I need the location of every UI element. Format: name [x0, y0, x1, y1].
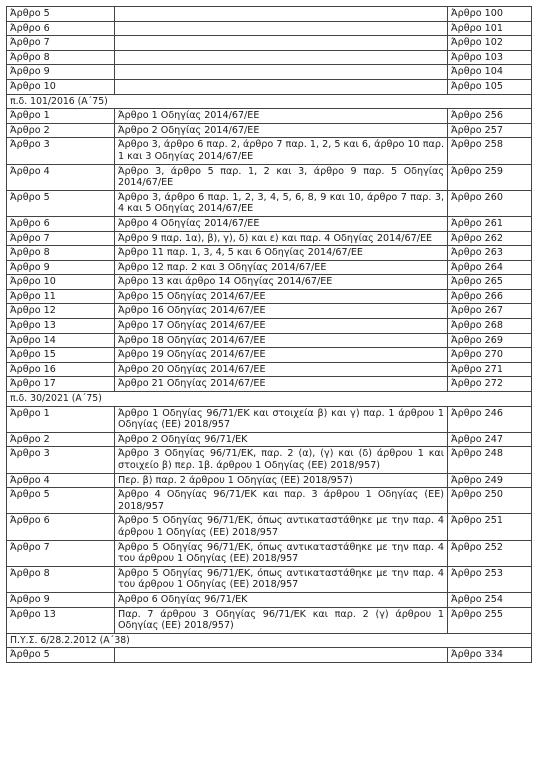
target-article-cell: Άρθρο 254: [448, 592, 532, 607]
target-article-cell: Άρθρο 269: [448, 333, 532, 348]
source-article-cell: Άρθρο 9: [7, 65, 115, 80]
directive-reference-cell: Άρθρο 5 Οδηγίας 96/71/ΕΚ, όπως αντικαταστάθηκε με την παρ. 4 άρθρου 1 Οδηγίας (ΕΕ) 2018/957: [115, 514, 448, 540]
table-row: [7, 36, 532, 51]
directive-reference-cell: [115, 7, 448, 22]
section-title: Π.Υ.Σ. 6/28.2.2012 (Α΄38): [7, 633, 532, 648]
source-article-cell: Άρθρο 13: [7, 607, 115, 633]
source-article-cell: Άρθρο 5: [7, 190, 115, 216]
source-article-cell: Άρθρο 7: [7, 231, 115, 246]
source-article-cell: Άρθρο 3: [7, 138, 115, 164]
directive-reference-cell: Παρ. 7 άρθρου 3 Οδηγίας 96/71/ΕΚ και παρ. 2 (γ) άρθρου 1 Οδηγίας (ΕΕ) 2018/957): [115, 607, 448, 633]
target-article-cell: Άρθρο 259: [448, 164, 532, 190]
target-article-cell: Άρθρο 248: [448, 447, 532, 473]
directive-reference-cell: Άρθρο 11 παρ. 1, 3, 4, 5 και 6 Οδηγίας 2014/67/ΕΕ: [115, 246, 448, 261]
table-row: [7, 246, 532, 261]
source-article-cell: Άρθρο 9: [7, 592, 115, 607]
table-row: [7, 406, 532, 432]
table-row: [7, 473, 532, 488]
table-row: [7, 50, 532, 65]
source-article-cell: Άρθρο 1: [7, 406, 115, 432]
target-article-cell: Άρθρο 104: [448, 65, 532, 80]
directive-reference-cell: Άρθρο 2 Οδηγίας 2014/67/ΕΕ: [115, 123, 448, 138]
correlation-table-page: [6, 6, 531, 663]
source-article-cell: Άρθρο 4: [7, 164, 115, 190]
source-article-cell: Άρθρο 5: [7, 7, 115, 22]
target-article-cell: Άρθρο 255: [448, 607, 532, 633]
table-row: [7, 488, 532, 514]
table-row: [7, 432, 532, 447]
source-article-cell: Άρθρο 16: [7, 362, 115, 377]
table-row: [7, 109, 532, 124]
directive-reference-cell: Άρθρο 3, άρθρο 6 παρ. 2, άρθρο 7 παρ. 1, 2, 5 και 6, άρθρο 10 παρ. 1 και 3 Οδηγίας 2014/67/ΕΕ: [115, 138, 448, 164]
table-row: [7, 7, 532, 22]
directive-reference-cell: Άρθρο 4 Οδηγίας 2014/67/ΕΕ: [115, 216, 448, 231]
source-article-cell: Άρθρο 12: [7, 304, 115, 319]
target-article-cell: Άρθρο 103: [448, 50, 532, 65]
target-article-cell: Άρθρο 258: [448, 138, 532, 164]
table-row: [7, 304, 532, 319]
source-article-cell: Άρθρο 9: [7, 260, 115, 275]
directive-reference-cell: Άρθρο 6 Οδηγίας 96/71/ΕΚ: [115, 592, 448, 607]
directive-reference-cell: [115, 65, 448, 80]
target-article-cell: Άρθρο 264: [448, 260, 532, 275]
target-article-cell: Άρθρο 249: [448, 473, 532, 488]
source-article-cell: Άρθρο 5: [7, 648, 115, 663]
source-article-cell: Άρθρο 13: [7, 319, 115, 334]
target-article-cell: Άρθρο 101: [448, 21, 532, 36]
target-article-cell: Άρθρο 265: [448, 275, 532, 290]
source-article-cell: Άρθρο 6: [7, 21, 115, 36]
table-row: [7, 514, 532, 540]
target-article-cell: Άρθρο 252: [448, 540, 532, 566]
section-header-row: [7, 633, 532, 648]
source-article-cell: Άρθρο 11: [7, 289, 115, 304]
table-row: [7, 540, 532, 566]
target-article-cell: Άρθρο 270: [448, 348, 532, 363]
table-row: [7, 362, 532, 377]
table-row: [7, 123, 532, 138]
source-article-cell: Άρθρο 6: [7, 514, 115, 540]
target-article-cell: Άρθρο 271: [448, 362, 532, 377]
source-article-cell: Άρθρο 8: [7, 566, 115, 592]
source-article-cell: Άρθρο 3: [7, 447, 115, 473]
target-article-cell: Άρθρο 102: [448, 36, 532, 51]
target-article-cell: Άρθρο 263: [448, 246, 532, 261]
table-row: [7, 21, 532, 36]
source-article-cell: Άρθρο 2: [7, 432, 115, 447]
target-article-cell: Άρθρο 260: [448, 190, 532, 216]
source-article-cell: Άρθρο 7: [7, 540, 115, 566]
section-title: π.δ. 101/2016 (Α΄75): [7, 94, 532, 109]
directive-reference-cell: Άρθρο 12 παρ. 2 και 3 Οδηγίας 2014/67/ΕΕ: [115, 260, 448, 275]
directive-reference-cell: Άρθρο 17 Οδηγίας 2014/67/ΕΕ: [115, 319, 448, 334]
source-article-cell: Άρθρο 4: [7, 473, 115, 488]
target-article-cell: Άρθρο 251: [448, 514, 532, 540]
target-article-cell: Άρθρο 247: [448, 432, 532, 447]
directive-reference-cell: Άρθρο 15 Οδηγίας 2014/67/ΕΕ: [115, 289, 448, 304]
directive-reference-cell: Άρθρο 3, άρθρο 5 παρ. 1, 2 και 3, άρθρο 9 παρ. 5 Οδηγίας 2014/67/ΕΕ: [115, 164, 448, 190]
target-article-cell: Άρθρο 268: [448, 319, 532, 334]
target-article-cell: Άρθρο 105: [448, 79, 532, 94]
table-row: [7, 333, 532, 348]
correlation-table-body: [7, 7, 532, 663]
directive-reference-cell: Άρθρο 5 Οδηγίας 96/71/ΕΚ, όπως αντικαταστάθηκε με την παρ. 4 του άρθρου 1 Οδηγίας (ΕΕ) 2018/957: [115, 540, 448, 566]
table-row: [7, 447, 532, 473]
table-row: [7, 65, 532, 80]
source-article-cell: Άρθρο 8: [7, 246, 115, 261]
table-row: [7, 164, 532, 190]
table-row: [7, 138, 532, 164]
source-article-cell: Άρθρο 2: [7, 123, 115, 138]
target-article-cell: Άρθρο 257: [448, 123, 532, 138]
source-article-cell: Άρθρο 5: [7, 488, 115, 514]
target-article-cell: Άρθρο 334: [448, 648, 532, 663]
directive-reference-cell: Άρθρο 5 Οδηγίας 96/71/ΕΚ, όπως αντικαταστάθηκε με την παρ. 4 του άρθρου 1 Οδηγίας (ΕΕ) 2018/957: [115, 566, 448, 592]
directive-reference-cell: Άρθρο 9 παρ. 1α), β), γ), δ) και ε) και παρ. 4 Οδηγίας 2014/67/ΕΕ: [115, 231, 448, 246]
directive-reference-cell: Άρθρο 1 Οδηγίας 96/71/ΕΚ και στοιχεία β) και γ) παρ. 1 άρθρου 1 Οδηγίας (ΕΕ) 2018/957: [115, 406, 448, 432]
target-article-cell: Άρθρο 250: [448, 488, 532, 514]
directive-reference-cell: [115, 21, 448, 36]
source-article-cell: Άρθρο 7: [7, 36, 115, 51]
source-article-cell: Άρθρο 8: [7, 50, 115, 65]
directive-reference-cell: Άρθρο 20 Οδηγίας 2014/67/ΕΕ: [115, 362, 448, 377]
section-header-row: [7, 94, 532, 109]
target-article-cell: Άρθρο 261: [448, 216, 532, 231]
table-row: [7, 216, 532, 231]
table-row: [7, 607, 532, 633]
source-article-cell: Άρθρο 1: [7, 109, 115, 124]
table-row: [7, 319, 532, 334]
target-article-cell: Άρθρο 256: [448, 109, 532, 124]
target-article-cell: Άρθρο 262: [448, 231, 532, 246]
table-row: [7, 648, 532, 663]
target-article-cell: Άρθρο 246: [448, 406, 532, 432]
directive-reference-cell: Άρθρο 2 Οδηγίας 96/71/ΕΚ: [115, 432, 448, 447]
source-article-cell: Άρθρο 6: [7, 216, 115, 231]
source-article-cell: Άρθρο 17: [7, 377, 115, 392]
section-title: π.δ. 30/2021 (Α΄75): [7, 392, 532, 407]
source-article-cell: Άρθρο 10: [7, 275, 115, 290]
target-article-cell: Άρθρο 267: [448, 304, 532, 319]
table-row: [7, 289, 532, 304]
table-row: [7, 231, 532, 246]
table-row: [7, 275, 532, 290]
target-article-cell: Άρθρο 253: [448, 566, 532, 592]
source-article-cell: Άρθρο 14: [7, 333, 115, 348]
directive-reference-cell: Άρθρο 13 και άρθρο 14 Οδηγίας 2014/67/ΕΕ: [115, 275, 448, 290]
directive-reference-cell: [115, 36, 448, 51]
table-row: [7, 190, 532, 216]
directive-reference-cell: Περ. β) παρ. 2 άρθρου 1 Οδηγίας (ΕΕ) 2018/957): [115, 473, 448, 488]
section-header-row: [7, 392, 532, 407]
target-article-cell: Άρθρο 100: [448, 7, 532, 22]
directive-reference-cell: [115, 79, 448, 94]
target-article-cell: Άρθρο 272: [448, 377, 532, 392]
table-row: [7, 348, 532, 363]
directive-reference-cell: Άρθρο 21 Οδηγίας 2014/67/ΕΕ: [115, 377, 448, 392]
table-row: [7, 377, 532, 392]
directive-reference-cell: [115, 50, 448, 65]
source-article-cell: Άρθρο 15: [7, 348, 115, 363]
directive-reference-cell: Άρθρο 1 Οδηγίας 2014/67/ΕΕ: [115, 109, 448, 124]
directive-reference-cell: [115, 648, 448, 663]
directive-reference-cell: Άρθρο 3, άρθρο 6 παρ. 1, 2, 3, 4, 5, 6, 8, 9 και 10, άρθρο 7 παρ. 3, 4 και 5 Οδηγίας 2014/67/ΕΕ: [115, 190, 448, 216]
table-row: [7, 79, 532, 94]
directive-reference-cell: Άρθρο 18 Οδηγίας 2014/67/ΕΕ: [115, 333, 448, 348]
correlation-table: [6, 6, 532, 663]
table-row: [7, 592, 532, 607]
table-row: [7, 260, 532, 275]
target-article-cell: Άρθρο 266: [448, 289, 532, 304]
directive-reference-cell: Άρθρο 3 Οδηγίας 96/71/ΕΚ, παρ. 2 (α), (γ) και (δ) άρθρου 1 και στοιχείο β) περ. 1β. άρθρου 1 Οδηγίας (ΕΕ) 2018/957): [115, 447, 448, 473]
source-article-cell: Άρθρο 10: [7, 79, 115, 94]
table-row: [7, 566, 532, 592]
directive-reference-cell: Άρθρο 16 Οδηγίας 2014/67/ΕΕ: [115, 304, 448, 319]
directive-reference-cell: Άρθρο 19 Οδηγίας 2014/67/ΕΕ: [115, 348, 448, 363]
directive-reference-cell: Άρθρο 4 Οδηγίας 96/71/ΕΚ και παρ. 3 άρθρου 1 Οδηγίας (ΕΕ) 2018/957: [115, 488, 448, 514]
